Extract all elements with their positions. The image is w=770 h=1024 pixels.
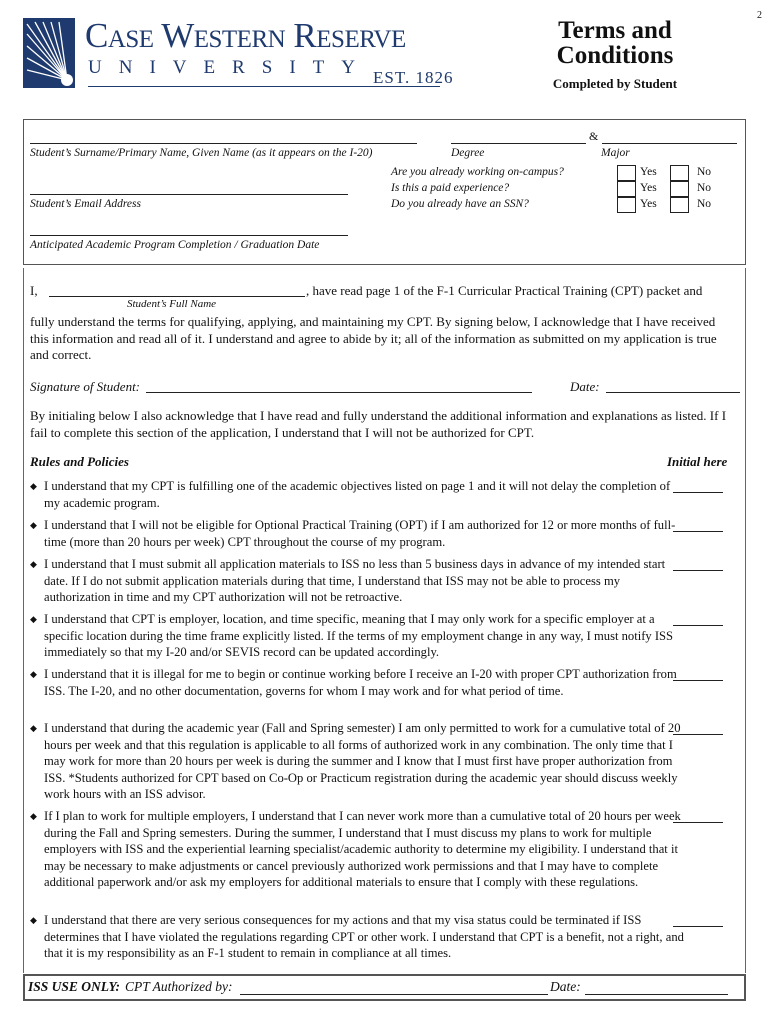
rules-heading: Rules and Policies	[30, 454, 129, 469]
iss-date-label: Date:	[550, 979, 581, 994]
page-number: 2	[757, 10, 762, 21]
initial-field[interactable]	[673, 615, 723, 626]
cpt-authorized-label: CPT Authorized by:	[125, 979, 233, 994]
university-name: Case Western Reserve	[85, 16, 406, 55]
surname-label: Student’s Surname/Primary Name, Given Name (as it appears on the I-20)	[30, 147, 373, 159]
diamond-bullet-icon: ◆	[30, 614, 37, 624]
completion-date-label: Anticipated Academic Program Completion / Graduation Date	[30, 239, 320, 251]
no-checkbox-on-campus[interactable]	[670, 165, 689, 181]
rule-text: I understand that CPT is employer, location, and time specific, meaning that I may only work for a specific employer at a specific location during the time frame explicitly listed. If the terms of my employment change in any way, I must notify ISS immediately so that my I-20 and/or SEVIS record can be updated accordingly.	[44, 612, 674, 659]
title-line-2: Conditions	[556, 42, 674, 69]
full-name-label: Student’s Full Name	[127, 298, 217, 310]
no-label: No	[697, 182, 712, 194]
initial-field[interactable]	[673, 916, 723, 927]
completion-date-field[interactable]	[30, 235, 348, 236]
rule-text: I understand that there are very serious consequences for my actions and that my visa status could be terminated if ISS determines that I have violated the regulations regarding CPT or other work. I understand that CPT is a benefit, not a right, and that it is my responsibility as an F-1 student to remain in compliance at all times.	[44, 913, 684, 960]
question-ssn: Do you already have an SSN?	[391, 198, 529, 210]
signature-date-field[interactable]	[606, 392, 740, 393]
initial-field[interactable]	[673, 482, 723, 493]
yes-checkbox-paid[interactable]	[617, 181, 636, 197]
diamond-bullet-icon: ◆	[30, 723, 37, 733]
diamond-bullet-icon: ◆	[30, 559, 37, 569]
yes-checkbox-ssn[interactable]	[617, 197, 636, 213]
rule-text: I understand that I will not be eligible for Optional Practical Training (OPT) if I am authorized for 12 or more months of full-time (more than 20 hours per week) CPT throughout the course of my program.	[44, 518, 676, 549]
no-label: No	[697, 198, 712, 210]
email-field[interactable]	[30, 194, 348, 195]
major-label: Major	[601, 147, 630, 159]
rule-text: I understand that I must submit all application materials to ISS no less than 5 business days in advance of my intended start date. If I do not submit application materials during that time, I understand that ISS may not be able to process my authorization in time and my CPT authorization will not be retroactive.	[44, 557, 666, 604]
yes-label: Yes	[640, 198, 657, 210]
iss-use-only-label: ISS USE ONLY:	[28, 979, 121, 994]
initial-field[interactable]	[673, 560, 723, 571]
no-checkbox-paid[interactable]	[670, 181, 689, 197]
initial-intro: By initialing below I also acknowledge that I have read and fully understand the additional information and explanations as listed. If I fail to complete this section of the application, I understand that I will not be authorized for CPT.	[30, 408, 727, 440]
rule-text: I understand that my CPT is fulfilling one of the academic objectives listed on page 1 and it will not delay the completion of my academic program.	[44, 479, 671, 510]
cpt-authorized-field[interactable]	[240, 994, 548, 995]
initial-field[interactable]	[673, 724, 723, 735]
signature-date-label: Date:	[570, 379, 600, 394]
no-checkbox-ssn[interactable]	[670, 197, 689, 213]
statement-suffix: , have read page 1 of the F-1 Curricular Practical Training (CPT) packet and	[306, 283, 703, 298]
signature-label: Signature of Student:	[30, 379, 141, 394]
diamond-bullet-icon: ◆	[30, 481, 37, 491]
diamond-bullet-icon: ◆	[30, 669, 37, 679]
yes-checkbox-on-campus[interactable]	[617, 165, 636, 181]
statement-body: fully understand the terms for qualifying, applying, and maintaining my CPT. By signing below, I acknowledge that I have received this information and read all of it. I understand and agree to abide by it; all of the information as submitted on my application is true and correct.	[30, 314, 717, 362]
statement-prefix: I,	[30, 283, 38, 298]
diamond-bullet-icon: ◆	[30, 520, 37, 530]
question-paid: Is this a paid experience?	[391, 182, 510, 194]
university-logo-emblem	[23, 18, 75, 88]
initial-heading: Initial here	[667, 454, 728, 469]
yes-label: Yes	[640, 182, 657, 194]
established-year: EST. 1826	[373, 68, 454, 87]
page-title	[540, 18, 690, 68]
title-line-1: Terms and	[558, 17, 672, 44]
ampersand: &	[589, 129, 599, 143]
iss-date-field[interactable]	[585, 994, 728, 995]
initial-field[interactable]	[673, 521, 723, 532]
surname-field[interactable]	[30, 143, 417, 144]
degree-label: Degree	[451, 147, 485, 159]
diamond-bullet-icon: ◆	[30, 915, 37, 925]
major-field[interactable]	[602, 143, 737, 144]
email-label: Student’s Email Address	[30, 198, 141, 210]
initial-field[interactable]	[673, 812, 723, 823]
rule-text: I understand that during the academic year (Fall and Spring semester) I am only permitted to work for a cumulative total of 20 hours per week and that this regulation is applicable to all forms of authorized work in any combination. The only time that I may work for more than 20 hours per week is during the summer and I know that I must first have proper authorization from ISS. *Students authorized for CPT based on Co-Op or Practicum registration during the academic year should discuss weekly work hours with an ISS advisor.	[44, 721, 681, 801]
question-on-campus: Are you already working on-campus?	[391, 166, 564, 178]
rule-text: I understand that it is illegal for me to begin or continue working before I receive an I-20 with proper CPT authorization from ISS. The I-20, and no other documentation, governs for whom I may work and for what period of time.	[44, 667, 677, 698]
diamond-bullet-icon: ◆	[30, 811, 37, 821]
degree-field[interactable]	[451, 143, 586, 144]
signature-field[interactable]	[146, 392, 532, 393]
university-subtitle: UNIVERSITY	[88, 57, 372, 78]
no-label: No	[697, 166, 712, 178]
rule-text: If I plan to work for multiple employers, I understand that I can never work more than a cumulative total of 20 hours per week during the Fall and Spring semesters. During the summer, I understand that I must discuss my plans to work for multiple employers with ISS and the experiential learning specialist/academic authority to determine my eligibility. I understand that it may be necessary to make adjustments or cancel previously authorized work permissions and that I may have to complete additional paperwork and/or ask my employers for additional materials to ensure that I comply with these regulations.	[44, 809, 681, 889]
initial-field[interactable]	[673, 670, 723, 681]
page-subtitle: Completed by Student	[552, 76, 678, 91]
yes-label: Yes	[640, 166, 657, 178]
full-name-field[interactable]	[49, 296, 305, 297]
